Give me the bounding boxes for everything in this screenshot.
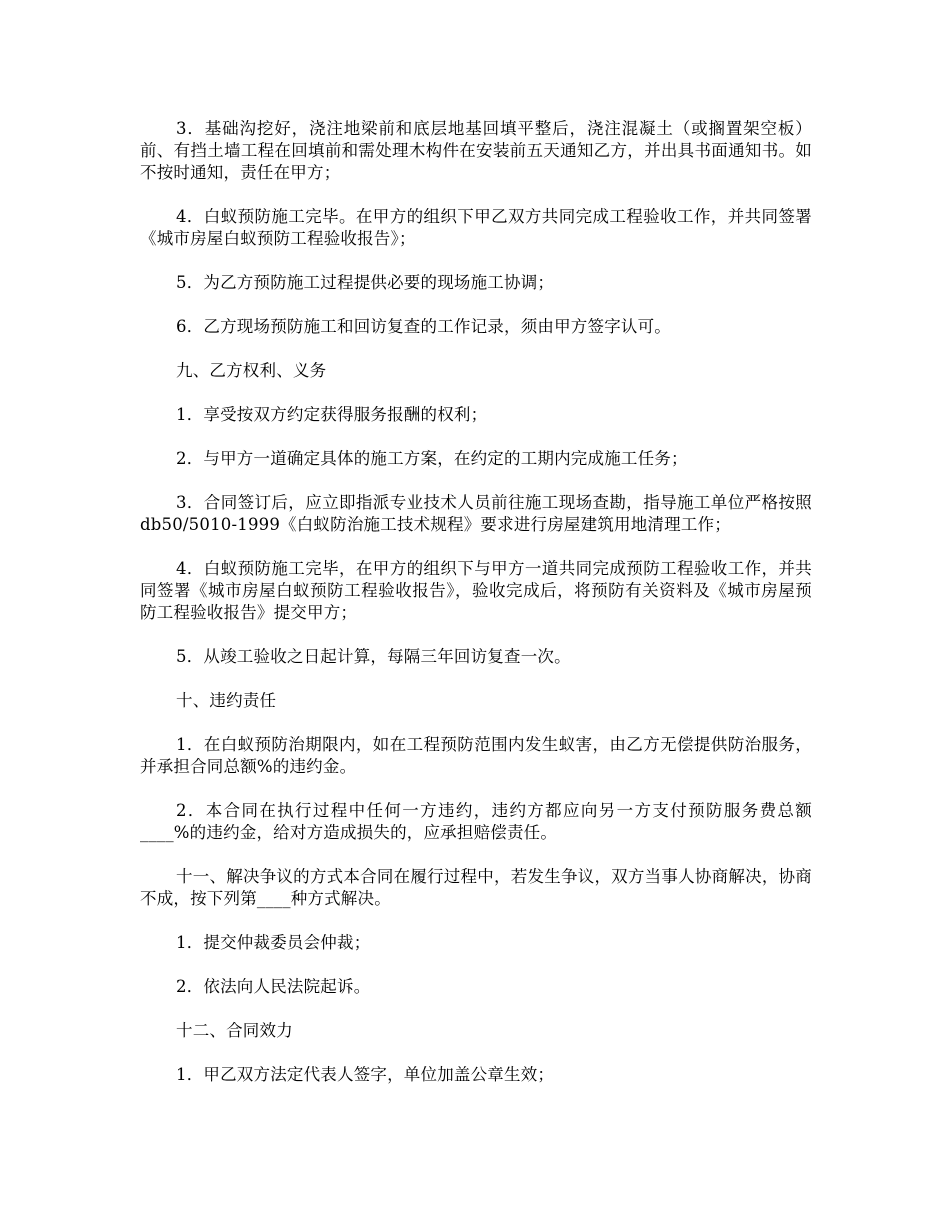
paragraph-site-survey: 3．合同签订后，应立即指派专业技术人员前往施工现场查勘，指导施工单位严格按照db50/5010-1999《白蚁防治施工技术规程》要求进行房屋建筑用地清理工作； (140, 493, 812, 534)
paragraph-site-coordination: 5．为乙方预防施工过程提供必要的现场施工协调； (176, 273, 555, 292)
section-heading-party-b-rights: 九、乙方权利、义务 (176, 361, 327, 380)
section-heading-contract-effect: 十二、合同效力 (176, 1021, 293, 1040)
paragraph-litigation: 2．依法向人民法院起诉。 (176, 977, 371, 996)
paragraph-acceptance-report: 4．白蚁预防施工完毕，在甲方的组织下与甲方一道共同完成预防工程验收工作，并共同签署《城市房屋白蚁预防工程验收报告》，验收完成后，将预防有关资料及《城市房屋预防工程验收报告》提交甲方； (140, 559, 812, 622)
paragraph-arbitration: 1．提交仲裁委员会仲裁； (176, 933, 371, 952)
paragraph-signature-effect: 1．甲乙双方法定代表人签字，单位加盖公章生效； (176, 1065, 555, 1084)
document-body (140, 118, 812, 1108)
paragraph-notice-timing: 3．基础沟挖好，浇注地梁前和底层地基回填平整后，浇注混凝土（或搁置架空板）前、有挡土墙工程在回填前和需处理木构件在安装前五天通知乙方，并出具书面通知书。如不按时通知，责任在甲方； (140, 119, 812, 182)
paragraph-work-record: 6．乙方现场预防施工和回访复查的工作记录，须由甲方签字认可。 (176, 317, 671, 336)
section-heading-breach-liability: 十、违约责任 (176, 691, 277, 710)
paragraph-acceptance-joint: 4．白蚁预防施工完毕。在甲方的组织下甲乙双方共同完成工程验收工作，并共同签署《城市房屋白蚁预防工程验收报告》； (140, 207, 812, 248)
paragraph-revisit-inspection: 5．从竣工验收之日起计算，每隔三年回访复查一次。 (176, 647, 571, 666)
paragraph-service-reward: 1．享受按双方约定获得服务报酬的权利； (176, 405, 488, 424)
section-heading-dispute-resolution: 十一、解决争议的方式本合同在履行过程中，若发生争议，双方当事人协商解决，协商不成，按下列第____种方式解决。 (140, 867, 812, 908)
paragraph-construction-plan: 2．与甲方一道确定具体的施工方案，在约定的工期内完成施工任务； (176, 449, 688, 468)
paragraph-breach-penalty: 2．本合同在执行过程中任何一方违约，违约方都应向另一方支付预防服务费总额____%的违约金，给对方造成损失的，应承担赔偿责任。 (140, 801, 812, 842)
paragraph-termite-damage: 1．在白蚁预防治期限内，如在工程预防范围内发生蚁害，由乙方无偿提供防治服务，并承担合同总额%的违约金。 (140, 735, 812, 776)
